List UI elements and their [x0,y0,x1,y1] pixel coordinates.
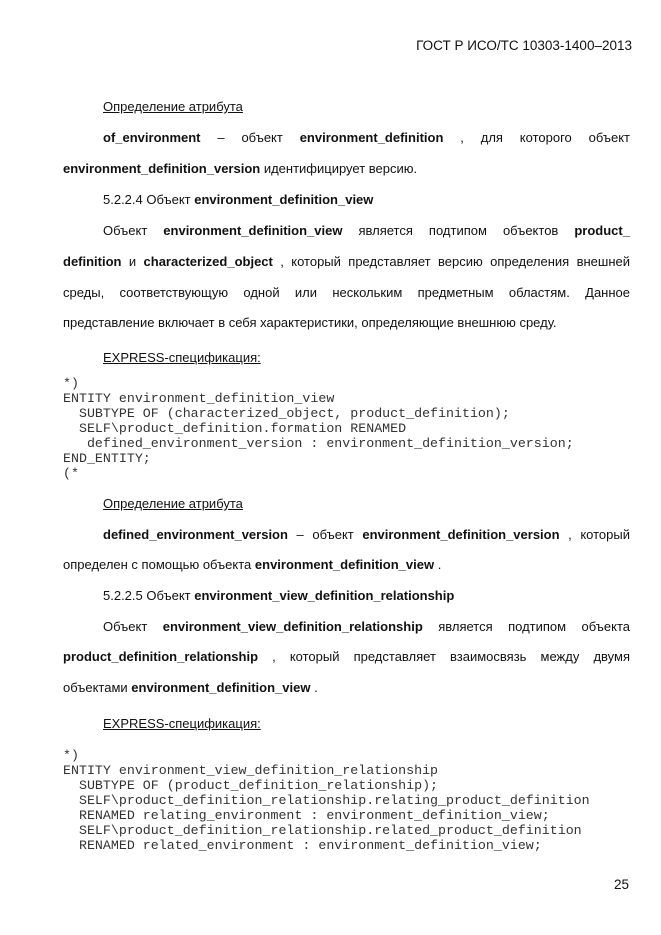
term: environment_definition_view [254,557,435,572]
text-line [63,254,630,270]
text-segment: Объект [103,619,163,634]
document-header: ГОСТ Р ИСО/ТС 10303-1400–2013 [416,38,632,53]
text-segment: EXPRESS-спецификация: [103,716,261,731]
text-segment: Объект [103,223,164,238]
text-segment: является подтипом объектов [358,223,575,238]
text-line [103,588,630,604]
code-line: *) [63,376,79,391]
term: environment_definition_view [163,223,343,238]
term: environment_definition_view [131,680,311,695]
text-line [103,716,630,732]
term: environment_definition_version [63,161,261,176]
text-segment: объектами [63,680,132,695]
page-number: 25 [614,877,630,892]
code-line: SUBTYPE OF (characterized_object, product_definition); [63,406,510,421]
code-line: SELF\product_definition_relationship.relating_product_definition [63,793,590,808]
text-segment: . [314,680,318,695]
express-code-block [63,376,574,481]
term: characterized_object [143,254,273,269]
code-line: SELF\product_definition.formation RENAMED [63,421,407,436]
text-line [103,350,630,366]
text-segment: 5.2.2.4 Объект [103,192,195,207]
text-line [63,315,630,331]
term: environment_view_definition_relationship [162,619,423,634]
text-line [103,527,630,543]
term: environment_view_definition_relationship [194,588,455,603]
text-segment: , для которого объект [460,130,630,145]
term: environment_definition [299,130,444,145]
text-segment: идентифицирует версию. [263,161,418,176]
text-line [103,99,630,115]
term: of_environment [103,130,201,145]
code-line: ENTITY environment_definition_view [63,391,335,406]
text-segment: среды, соответствующую одной или нескольким предметным областям. Данное [63,285,630,300]
text-segment: EXPRESS-спецификация: [103,350,261,365]
text-line [103,130,630,146]
text-line [63,285,630,301]
code-line: RENAMED relating_environment : environment_definition_view; [63,808,550,823]
code-line: defined_environment_version : environment_definition_version; [63,436,574,451]
code-line: SELF\product_definition_relationship.related_product_definition [63,823,582,838]
text-segment: – объект [296,527,363,542]
text-line [103,496,630,512]
text-segment: , который [568,527,630,542]
text-line [63,680,630,696]
text-segment: Определение атрибута [103,496,243,511]
code-line: (* [63,466,79,481]
term: product_ [574,223,630,238]
term: definition [63,254,122,269]
text-line [103,223,630,239]
code-line: SUBTYPE OF (product_definition_relationship); [63,778,439,793]
text-segment: . [437,557,442,572]
term: environment_definition_view [194,192,374,207]
term: product_definition_relationship [63,649,259,664]
code-line: END_ENTITY; [63,451,151,466]
code-line: RENAMED related_environment : environment_definition_view; [63,838,542,853]
text-line [103,619,630,635]
text-segment: представление включает в себя характеристики, определяющие внешнюю среду. [63,315,557,330]
text-segment: является подтипом объекта [438,619,630,634]
text-segment: , который представляет взаимосвязь между двумя [272,649,630,664]
text-segment: определен с помощью объекта [63,557,255,572]
term: environment_definition_version [362,527,560,542]
text-segment: , который представляет версию определения внешней [280,254,630,269]
text-line [103,192,630,208]
text-line [63,161,630,177]
text-line [63,649,630,665]
text-segment: – объект [217,130,300,145]
term: defined_environment_version [103,527,288,542]
text-segment: и [128,254,144,269]
text-line [63,557,630,573]
express-code-block [63,748,590,853]
code-line: *) [63,748,79,763]
text-segment: 5.2.2.5 Объект [103,588,195,603]
code-line: ENTITY environment_view_definition_relationship [63,763,439,778]
text-segment: Определение атрибута [103,99,243,114]
